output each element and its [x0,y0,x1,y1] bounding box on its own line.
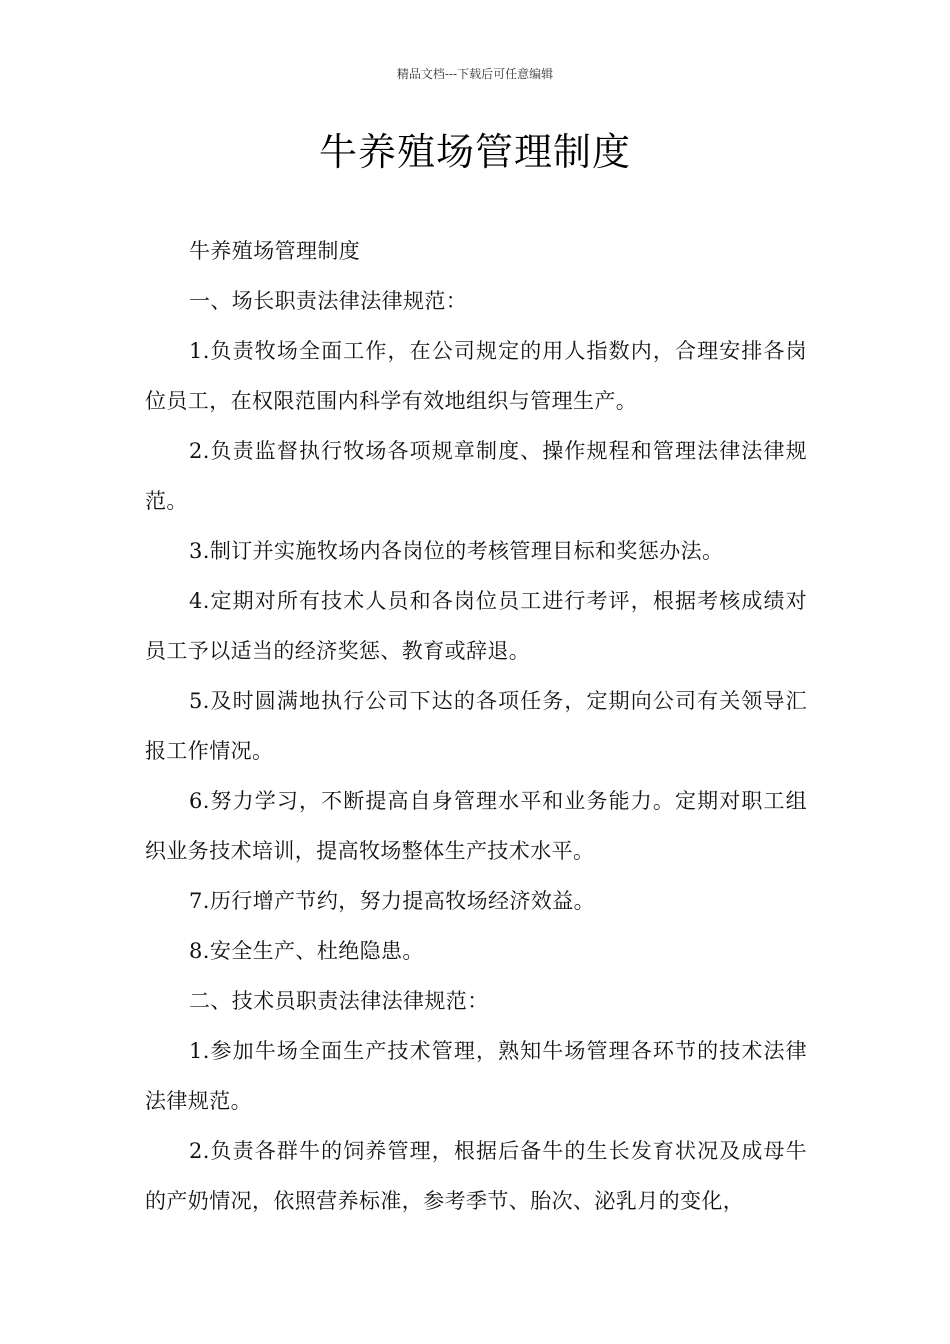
paragraph: 6.努力学习，不断提高自身管理水平和业务能力。定期对职工组织业务技术培训，提高牧场整体生产技术水平。 [145,789,807,863]
paragraph: 4.定期对所有技术人员和各岗位员工进行考评，根据考核成绩对员工予以适当的经济奖惩、教育或辞退。 [145,589,807,663]
section-heading-1: 一、场长职责法律法律规范： [189,289,468,313]
paragraph: 5.及时圆满地执行公司下达的各项任务，定期向公司有关领导汇报工作情况。 [145,689,807,763]
paragraph-subtitle: 牛养殖场管理制度 [189,239,361,263]
paragraph: 2.负责各群牛的饲养管理，根据后备牛的生长发育状况及成母牛的产奶情况，依照营养标准，参考季节、胎次、泌乳月的变化， [145,1139,807,1213]
section-heading-2: 二、技术员职责法律法律规范： [189,989,489,1013]
paragraph: 1.负责牧场全面工作，在公司规定的用人指数内，合理安排各岗位员工，在权限范围内科学有效地组织与管理生产。 [145,339,807,413]
paragraph: 2.负责监督执行牧场各项规章制度、操作规程和管理法律法律规范。 [145,439,807,513]
paragraph: 8.安全生产、杜绝隐患。 [189,939,424,963]
paragraph: 7.历行增产节约，努力提高牧场经济效益。 [189,889,596,913]
paragraph: 1.参加牛场全面生产技术管理，熟知牛场管理各环节的技术法律法律规范。 [145,1039,807,1113]
document-title: 牛养殖场管理制度 [318,130,631,174]
header-note: 精品文档---下载后可任意编辑 [396,67,554,81]
paragraph: 3.制订并实施牧场内各岗位的考核管理目标和奖惩办法。 [189,539,724,563]
document-body [145,226,807,1226]
